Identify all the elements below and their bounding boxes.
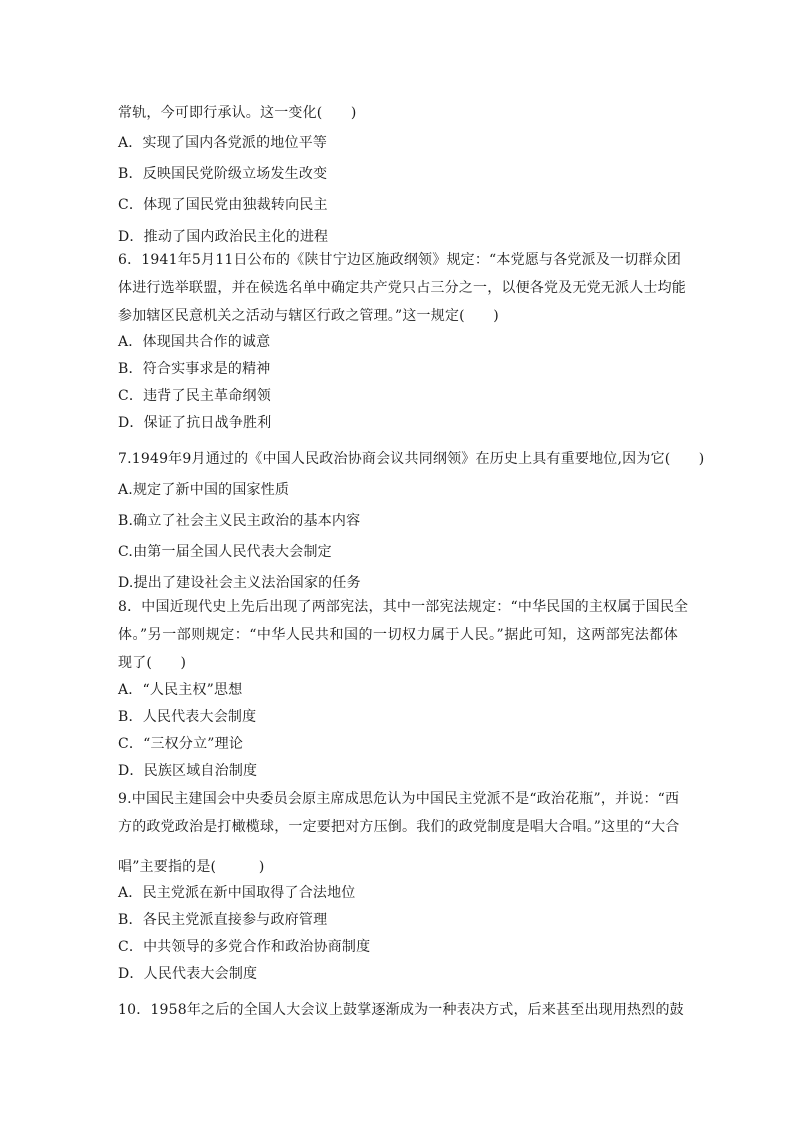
question-7-stem: 7.1949年9月通过的《中国人民政治协商会议共同纲领》在历史上具有重要地位,因为它( ) (118, 451, 705, 467)
question-6-option-d: D．保证了抗日战争胜利 (118, 415, 272, 431)
question-5-option-b: B．反映国民党阶级立场发生改变 (118, 166, 328, 182)
question-6-option-a: A．体现国共合作的诚意 (118, 334, 271, 350)
question-8-option-a: A．“人民主权”思想 (118, 682, 243, 698)
question-9-option-d: D．人民代表大会制度 (118, 966, 258, 982)
question-5-stem-end: 常轨，今可即行承认。这一变化( ) (118, 105, 357, 121)
question-9-stem-line-3: 唱”主要指的是( ) (118, 859, 265, 875)
question-7-option-b: B.确立了社会主义民主政治的基本内容 (118, 513, 361, 529)
question-9-stem-line-1: 9.中国民主建国会中央委员会原主席成思危认为中国民主党派不是“政治花瓶”，并说：“西 (118, 791, 680, 807)
question-8-option-b: B．人民代表大会制度 (118, 709, 257, 725)
question-8-stem-line-2: 体。”另一部则规定：“中华人民共和国的一切权力属于人民。”据此可知，这两部宪法都体 (118, 627, 678, 643)
question-7-option-c: C.由第一届全国人民代表大会制定 (118, 544, 332, 560)
question-10-stem-line-1: 10．1958年之后的全国人大会议上鼓掌逐渐成为一种表决方式，后来甚至出现用热烈的鼓 (118, 1002, 684, 1018)
question-5-option-a: A．实现了国内各党派的地位平等 (118, 135, 328, 151)
question-8-option-d: D．民族区域自治制度 (118, 763, 258, 779)
question-9-stem-line-2: 方的政党政治是打橄榄球，一定要把对方压倒。我们的政党制度是唱大合唱。”这里的“大合 (118, 819, 680, 835)
question-8-stem-line-1: 8．中国近现代史上先后出现了两部宪法，其中一部宪法规定：“中华民国的主权属于国民全 (118, 599, 689, 615)
question-8-stem-line-3: 现了( ) (118, 655, 187, 671)
question-6-option-c: C．违背了民主革命纲领 (118, 388, 271, 404)
question-6-stem-line-2: 体进行选举联盟，并在候选名单中确定共产党只占三分之一，以便各党及无党无派人士均能 (118, 280, 686, 296)
question-9-option-c: C．中共领导的多党合作和政治协商制度 (118, 939, 371, 955)
question-7-option-d: D.提出了建设社会主义法治国家的任务 (118, 575, 361, 591)
question-9-option-a: A．民主党派在新中国取得了合法地位 (118, 885, 356, 901)
question-7-option-a: A.规定了新中国的国家性质 (118, 482, 290, 498)
question-6-option-b: B．符合实事求是的精神 (118, 361, 271, 377)
question-6-stem-line-1: 6．1941年5月11日公布的《陕甘宁边区施政纲领》规定：“本党愿与各党派及一切群众团 (118, 252, 682, 268)
question-8-option-c: C．“三权分立”理论 (118, 736, 244, 752)
question-5-option-d: D．推动了国内政治民主化的进程 (118, 229, 329, 245)
question-9-option-b: B．各民主党派直接参与政府管理 (118, 912, 328, 928)
question-6-stem-line-3: 参加辖区民意机关之活动与辖区行政之管理。”这一规定( ) (118, 308, 499, 324)
question-5-option-c: C．体现了国民党由独裁转向民主 (118, 197, 328, 213)
